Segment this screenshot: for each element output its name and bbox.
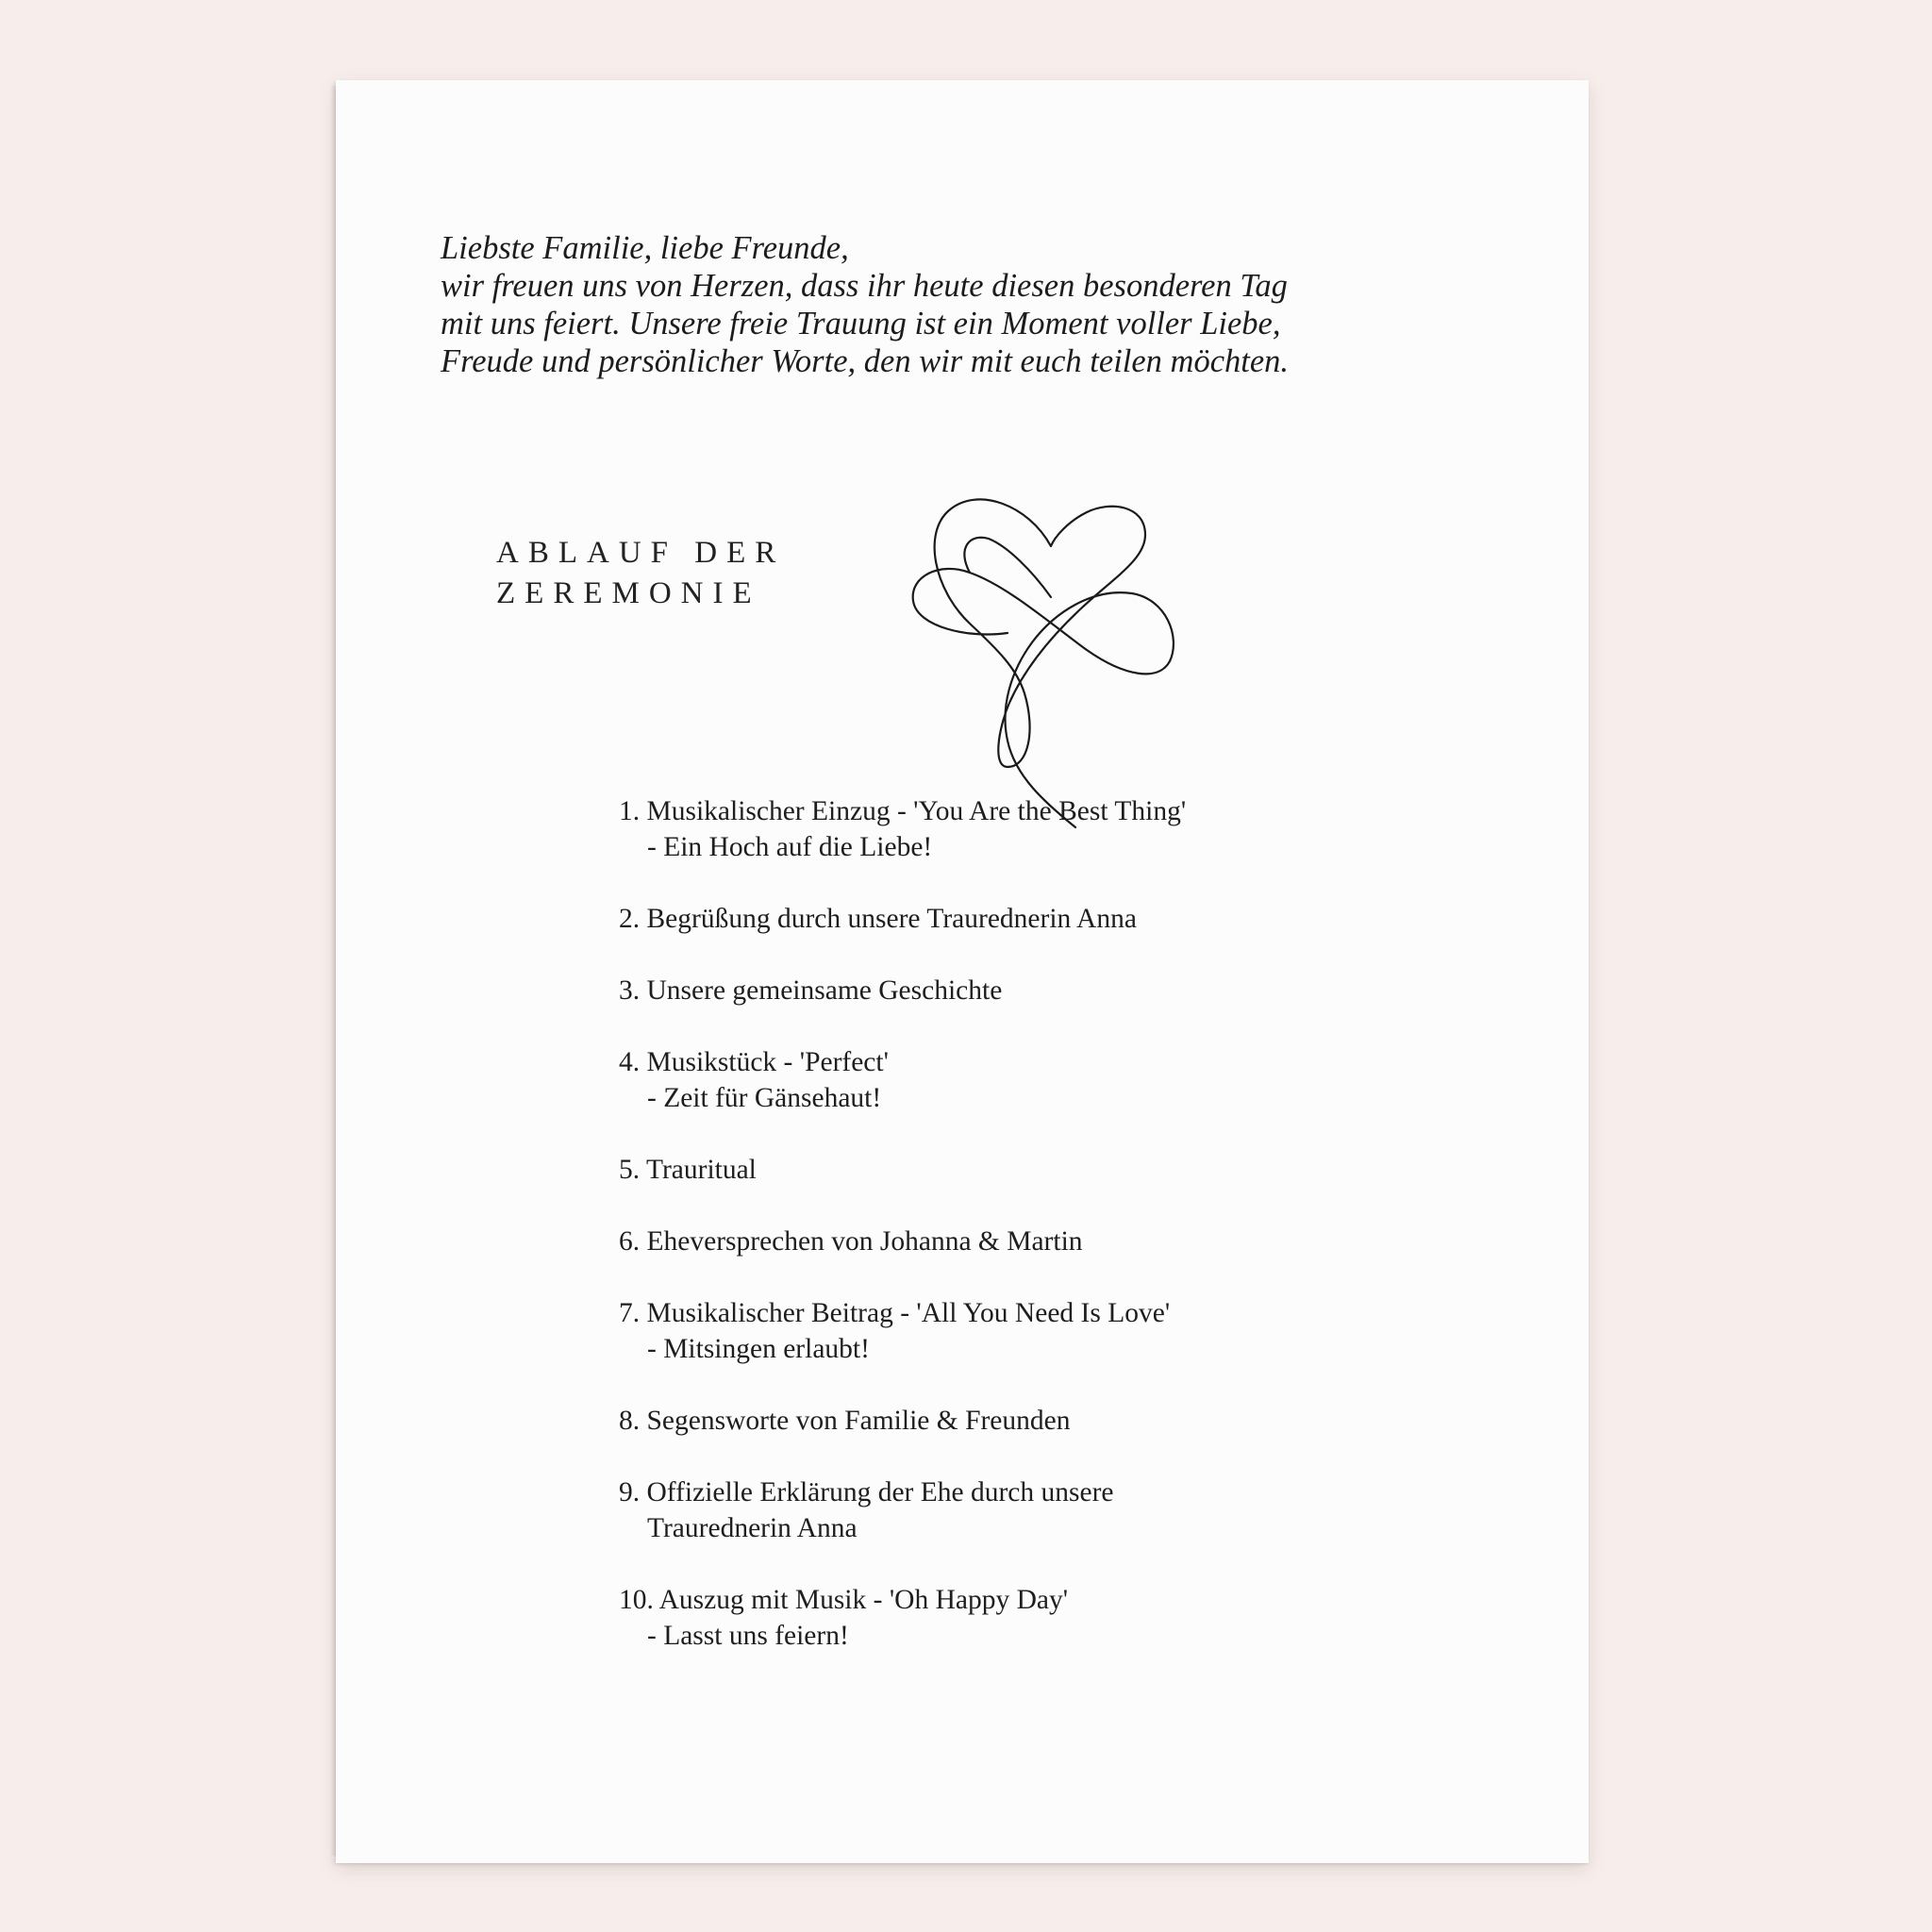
list-item — [619, 1044, 1468, 1116]
list-item — [619, 1152, 1468, 1188]
program-item-title: 2. Begrüßung durch unsere Traurednerin Anna — [619, 904, 1137, 934]
program-item-note: Traurednerin Anna — [647, 1513, 858, 1543]
ceremony-program-card — [336, 80, 1589, 1863]
program-item-title: 1. Musikalischer Einzug - 'You Are the Best Thing' — [619, 796, 1187, 826]
intro-line: Freude und persönlicher Worte, den wir mit euch teilen möchten. — [441, 343, 1290, 379]
program-item-title: 8. Segensworte von Familie & Freunden — [619, 1406, 1071, 1436]
program-item-note: - Lasst uns feiern! — [647, 1621, 849, 1651]
program-item-title: 7. Musikalischer Beitrag - 'All You Need Is Love' — [619, 1298, 1171, 1328]
heading-line: ZEREMONIE — [496, 576, 761, 610]
ceremony-program-list — [619, 793, 1468, 1690]
intro-line: mit uns feiert. Unsere freie Trauung ist ein Moment voller Liebe, — [441, 306, 1281, 341]
list-item — [619, 1582, 1468, 1654]
program-item-note: - Ein Hoch auf die Liebe! — [647, 832, 933, 862]
program-item-title: 3. Unsere gemeinsame Geschichte — [619, 975, 1003, 1006]
program-item-title: 6. Eheversprechen von Johanna & Martin — [619, 1226, 1083, 1257]
intro-text — [441, 229, 1478, 380]
program-item-note: - Zeit für Gänsehaut! — [647, 1083, 882, 1113]
list-item — [619, 1295, 1468, 1367]
program-item-title: 4. Musikstück - 'Perfect' — [619, 1047, 889, 1077]
program-item-title: 5. Trauritual — [619, 1155, 757, 1185]
list-item — [619, 793, 1468, 865]
program-item-title: 9. Offizielle Erklärung der Ehe durch unsere — [619, 1477, 1114, 1507]
list-item — [619, 901, 1468, 937]
list-item — [619, 1224, 1468, 1259]
heading-line: ABLAUF DER — [496, 536, 786, 570]
program-item-note: - Mitsingen erlaubt! — [647, 1334, 870, 1364]
list-item — [619, 1403, 1468, 1439]
list-item — [619, 1474, 1468, 1546]
intro-line: Liebste Familie, liebe Freunde, — [441, 230, 849, 266]
program-item-title: 10. Auszug mit Musik - 'Oh Happy Day' — [619, 1585, 1069, 1615]
intro-line: wir freuen uns von Herzen, dass ihr heute diesen besonderen Tag — [441, 268, 1288, 304]
section-heading — [496, 533, 785, 614]
list-item — [619, 973, 1468, 1008]
